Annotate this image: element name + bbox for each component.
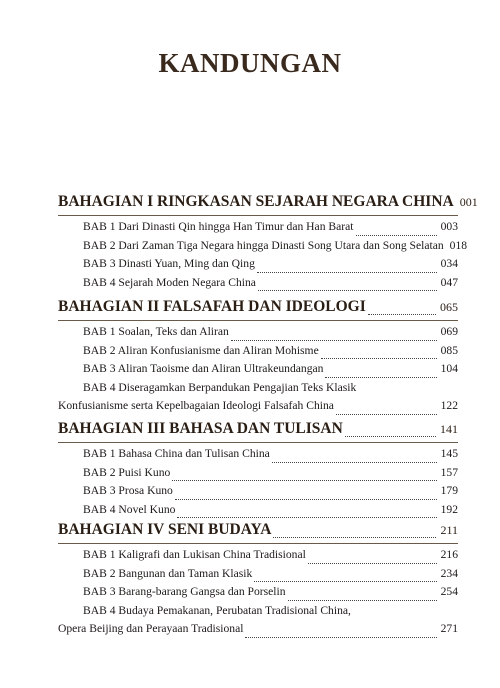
- toc-entry-page: 018: [449, 238, 468, 252]
- toc-entry-page: 271: [440, 622, 458, 636]
- dot-leader: [231, 339, 437, 341]
- dot-leader: [254, 580, 436, 582]
- toc-entry-label: BAB 3 Prosa Kuno: [83, 484, 173, 498]
- toc-entry-label: BAB 1 Soalan, Teks dan Aliran: [83, 325, 229, 338]
- toc-entry: [58, 325, 458, 344]
- toc-entry-page: 145: [440, 447, 458, 460]
- section-heading-label: BAHAGIAN II FALSAFAH DAN IDEOLOGI: [58, 298, 366, 315]
- toc-entry: [58, 447, 458, 466]
- toc-section-3: [58, 420, 458, 521]
- dot-leader: [288, 599, 437, 601]
- dot-leader: [177, 516, 436, 518]
- dot-leader: [356, 234, 437, 236]
- dot-leader: [245, 636, 436, 638]
- toc-entry: [58, 399, 458, 418]
- toc-entry-label: BAB 4 Novel Kuno: [83, 502, 176, 516]
- toc-entry-page: 104: [440, 362, 458, 376]
- toc-entry: [58, 622, 458, 641]
- dot-leader: [345, 435, 436, 437]
- section-heading: [58, 298, 458, 320]
- section-page-number: 211: [440, 523, 458, 537]
- toc-entry: [58, 257, 458, 276]
- dot-leader: [273, 536, 436, 538]
- toc-entry-label: Opera Beijing dan Perayaan Tradisional: [58, 622, 244, 636]
- toc-entry-page: 122: [440, 399, 458, 413]
- toc-entry-label: BAB 1 Kaligrafi dan Lukisan China Tradisional: [83, 548, 306, 561]
- dot-leader: [175, 498, 437, 500]
- toc-entry-page: 254: [440, 585, 458, 599]
- toc-entry: [58, 362, 458, 381]
- section-divider: [58, 215, 458, 216]
- toc-entry: [58, 238, 468, 258]
- toc-entry-label: BAB 1 Dari Dinasti Qin hingga Han Timur dan Han Barat: [83, 220, 354, 233]
- dot-leader: [368, 313, 436, 315]
- toc-entry-label: BAB 4 Sejarah Moden Negara China: [83, 275, 256, 289]
- toc-entry-page: 192: [440, 502, 458, 516]
- dot-leader: [272, 461, 437, 463]
- toc-entry: [58, 503, 458, 522]
- section-heading-label: BAHAGIAN IV SENI BUDAYA: [58, 521, 272, 538]
- toc-entry-page: 157: [440, 465, 458, 479]
- page-title: KANDUNGAN: [158, 48, 342, 78]
- toc-entry-label: BAB 3 Dinasti Yuan, Ming dan Qing: [83, 257, 255, 271]
- dot-leader: [325, 376, 436, 378]
- section-heading-label: BAHAGIAN I RINGKASAN SEJARAH NEGARA CHINA: [58, 193, 454, 210]
- toc-entry-label: BAB 2 Dari Zaman Tiga Negara hingga Dinasti Song Utara dan Song Selatan: [83, 238, 444, 252]
- toc-section-4: [58, 521, 458, 641]
- toc-entry-label: BAB 1 Bahasa China dan Tulisan China: [83, 447, 270, 460]
- section-page-number: 141: [440, 422, 458, 436]
- toc-entry-label: BAB 2 Aliran Konfusianisme dan Aliran Mohisme: [83, 343, 319, 357]
- section-divider: [58, 543, 458, 544]
- toc-entry-page: 034: [440, 257, 458, 271]
- toc-section-1: [58, 193, 478, 294]
- toc-entry: [58, 548, 458, 567]
- toc-entry: [58, 466, 458, 485]
- dot-leader: [258, 289, 437, 291]
- section-heading: [58, 193, 478, 215]
- section-page-number: 001: [459, 195, 478, 209]
- toc-entry-label: BAB 3 Aliran Taoisme dan Aliran Ultrakeundangan: [83, 362, 324, 376]
- toc-entry: [58, 567, 458, 586]
- toc-entry-page: 047: [440, 275, 458, 289]
- section-heading: [58, 521, 458, 543]
- toc-entry: [58, 484, 458, 503]
- toc-entry-page: 234: [440, 566, 458, 580]
- toc-entry-label: Konfusianisme serta Kepelbagaian Ideologi Falsafah China: [58, 399, 334, 413]
- toc-entry-label-line1: BAB 4 Diseragamkan Berpandukan Pengajian Teks Klasik: [83, 380, 357, 394]
- toc-entry: [58, 344, 458, 363]
- toc-entry-page: 003: [440, 220, 458, 233]
- dot-leader: [321, 357, 437, 359]
- toc-entry-page: 069: [440, 325, 458, 338]
- toc-section-2: [58, 298, 458, 418]
- section-divider: [58, 442, 458, 443]
- dot-leader: [336, 413, 437, 415]
- dot-leader: [257, 271, 437, 273]
- section-divider: [58, 320, 458, 321]
- section-heading: [58, 420, 458, 442]
- toc-entry-page: 085: [440, 343, 458, 357]
- dot-leader: [172, 479, 436, 481]
- toc-entry-label: BAB 3 Barang-barang Gangsa dan Porselin: [83, 585, 286, 599]
- dot-leader: [308, 562, 437, 564]
- toc-entry-label: BAB 2 Puisi Kuno: [83, 465, 171, 479]
- toc-entry-label: BAB 2 Bangunan dan Taman Klasik: [83, 566, 253, 580]
- toc-entry: [58, 276, 458, 295]
- toc-entry-page: 216: [440, 548, 458, 561]
- toc-entry: [58, 220, 458, 239]
- section-page-number: 065: [440, 300, 458, 314]
- toc-entry-label-line1: BAB 4 Budaya Pemakanan, Perubatan Tradisional China,: [83, 603, 351, 617]
- toc-entry-page: 179: [440, 484, 458, 498]
- toc-entry: [58, 585, 458, 604]
- section-heading-label: BAHAGIAN III BAHASA DAN TULISAN: [58, 420, 343, 437]
